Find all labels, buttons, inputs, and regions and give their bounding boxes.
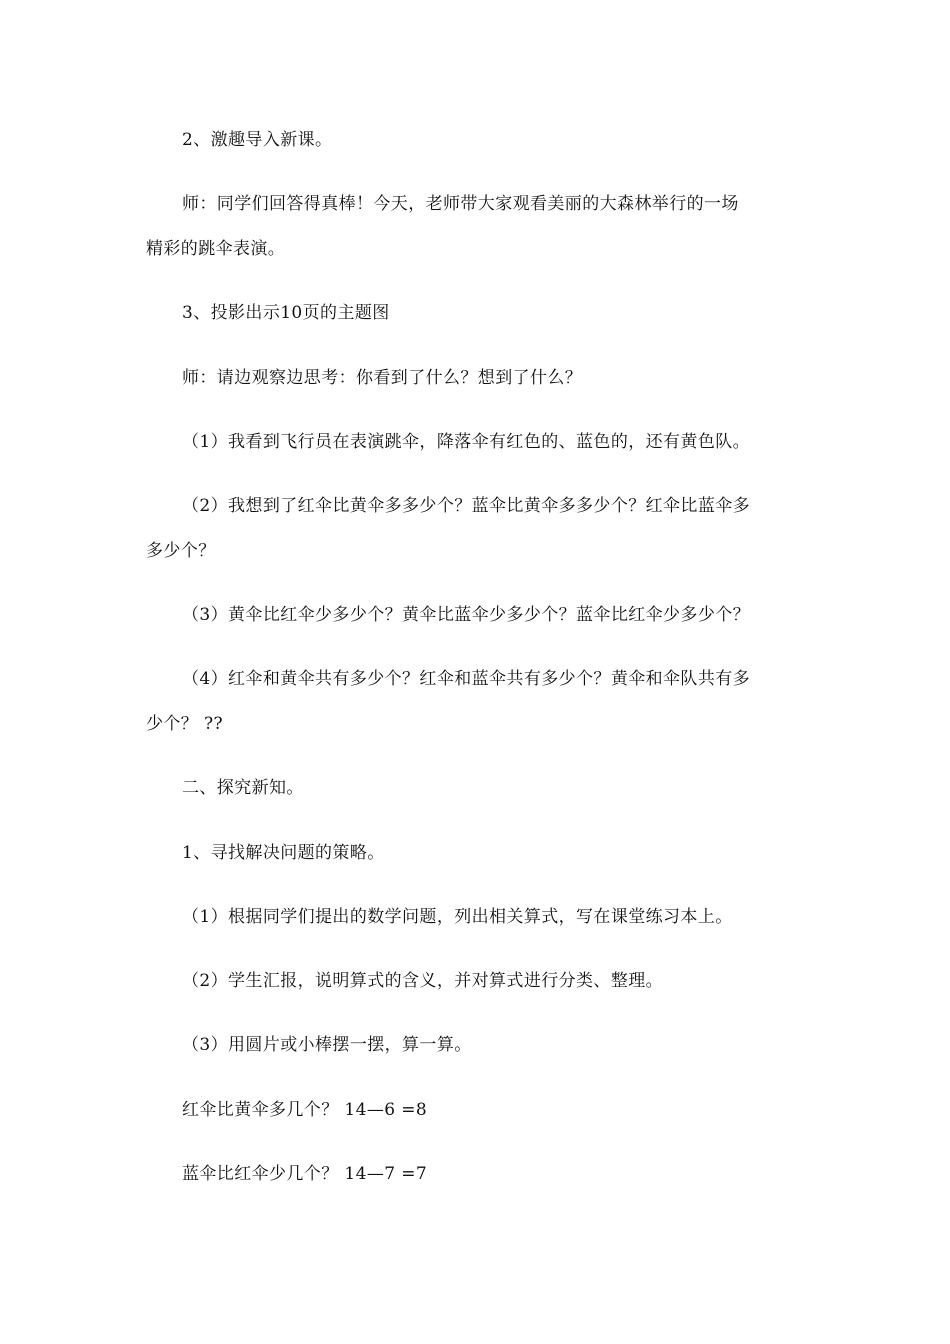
equation-line: 红伞比黄伞多几个？ 14—6 =8 [182,1100,428,1120]
equation-line: 蓝伞比红伞少几个？ 14—7 =7 [182,1164,428,1184]
section-heading-2: 2、激趣导入新课。 [182,130,333,150]
section-heading-3: 3、投影出示10页的主题图 [182,303,390,323]
paragraph-line: 师：请边观察边思考：你看到了什么？想到了什么？ [182,368,583,388]
list-item: （4）红伞和黄伞共有多少个？红伞和蓝伞共有多少个？黄伞和伞队共有多 [182,669,751,689]
list-item: （3）用圆片或小棒摆一摆，算一算。 [182,1035,472,1055]
subsection-heading: 1、寻找解决问题的策略。 [182,843,385,863]
list-item: （2）学生汇报，说明算式的含义，并对算式进行分类、整理。 [182,971,664,991]
list-item: （1）我看到飞行员在表演跳伞，降落伞有红色的、蓝色的，还有黄色队。 [182,432,751,452]
section-heading: 二、探究新知。 [182,778,304,798]
list-item: （1）根据同学们提出的数学问题，列出相关算式，写在课堂练习本上。 [182,907,733,927]
paragraph-line: 精彩的跳伞表演。 [146,239,286,259]
paragraph-line: 少个？ ?? [146,714,224,734]
list-item: （3）黄伞比红伞少多少个？黄伞比蓝伞少多少个？蓝伞比红伞少多少个？ [182,605,751,625]
paragraph-line: 师：同学们回答得真棒！今天，老师带大家观看美丽的大森林举行的一场 [182,194,739,214]
paragraph-line: 多少个？ [146,541,216,561]
list-item: （2）我想到了红伞比黄伞多多少个？蓝伞比黄伞多多少个？红伞比蓝伞多 [182,496,751,516]
